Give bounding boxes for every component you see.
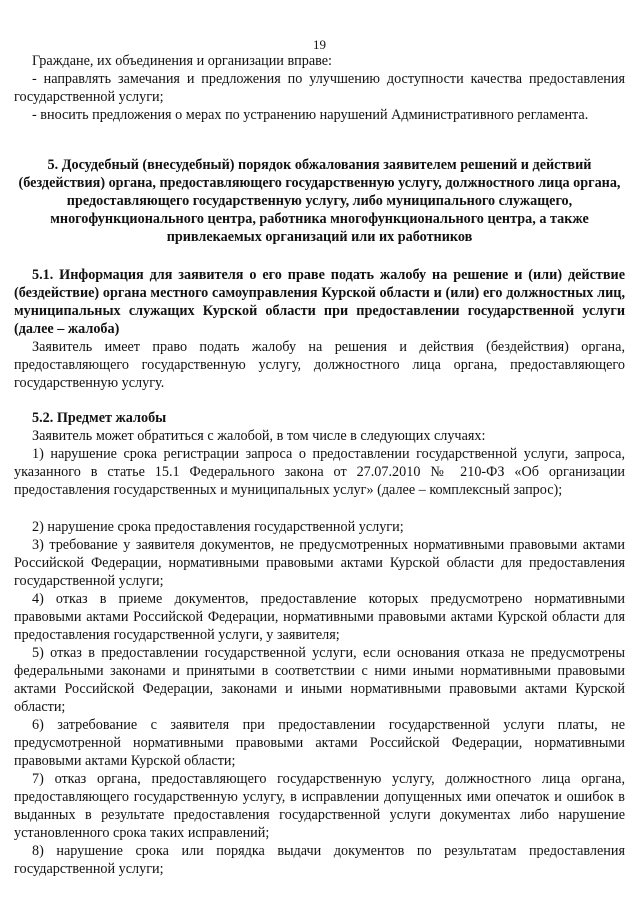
list-item: 4) отказ в приеме документов, предоставление которых предусмотрено нормативными правовыми актами Российской Федерации, нормативными правовыми актами Курской области для предоставления государственной услуги, у заявителя; — [14, 591, 625, 643]
section-5-2-lead: Заявитель может обратиться с жалобой, в том числе в следующих случаях: — [32, 428, 486, 444]
list-item: 1) нарушение срока регистрации запроса о предоставлении государственной услуги, запроса, указанного в статье 15.1 Федерального закона от 27.07.2010 № 210-ФЗ «Об организации предоставления государственных и муниципальных услуг» (далее – комплексный запрос); — [14, 446, 625, 498]
page-number: 19 — [313, 37, 326, 52]
section-5-title: 5. Досудебный (внесудебный) порядок обжалования заявителем решений и действий (бездействия) органа, предоставляющего государственную услугу, должностного лица органа, предоставляющего государственную услугу, либо муниципального служащего, многофункционального центра, работника многофункционального центра, а также привлекаемых организаций или их работников — [18, 157, 621, 245]
list-item: 5) отказ в предоставлении государственной услуги, если основания отказа не предусмотрены федеральными законами и принятыми в соответствии с ними иными нормативными правовыми актами Российской Федерации, законами и иными нормативными правовыми актами Курской области; — [14, 645, 625, 715]
intro-item-1: - направлять замечания и предложения по улучшению доступности качества предоставления государственной услуги; — [14, 71, 625, 105]
section-5-1-title: 5.1. Информация для заявителя о его праве подать жалобу на решение и (или) действие (бездействие) органа местного самоуправления Курской области и (или) его должностных лиц, муниципальных служащих Курской области при предоставлении государственной услуги (далее – жалоба) — [14, 267, 625, 337]
list-item: 7) отказ органа, предоставляющего государственную услугу, должностного лица органа, предоставляющего государственную услугу, в исправлении допущенных ими опечаток и ошибок в выданных в результате предоставления государственной услуги документах либо нарушение установленного срока таких исправлений; — [14, 771, 625, 841]
intro-lead: Граждане, их объединения и организации вправе: — [32, 53, 332, 69]
list-item: 2) нарушение срока предоставления государственной услуги; — [32, 519, 404, 535]
list-item: 3) требование у заявителя документов, не предусмотренных нормативными правовыми актами Российской Федерации, нормативными правовыми актами Курской области для предоставления государственной услуги; — [14, 537, 625, 589]
list-item: 8) нарушение срока или порядка выдачи документов по результатам предоставления государственной услуги; — [14, 843, 625, 877]
intro-item-2: - вносить предложения о мерах по устранению нарушений Административного регламента. — [32, 107, 589, 123]
section-5-2-title: 5.2. Предмет жалобы — [32, 410, 167, 426]
list-item: 6) затребование с заявителя при предоставлении государственной услуги платы, не предусмотренной нормативными правовыми актами Российской Федерации, нормативными правовыми актами Курской области; — [14, 717, 625, 769]
section-5-1-text: Заявитель имеет право подать жалобу на решения и действия (бездействия) органа, предоставляющего государственную услугу, должностного лица органа, предоставляющего государственную услугу. — [14, 339, 625, 391]
